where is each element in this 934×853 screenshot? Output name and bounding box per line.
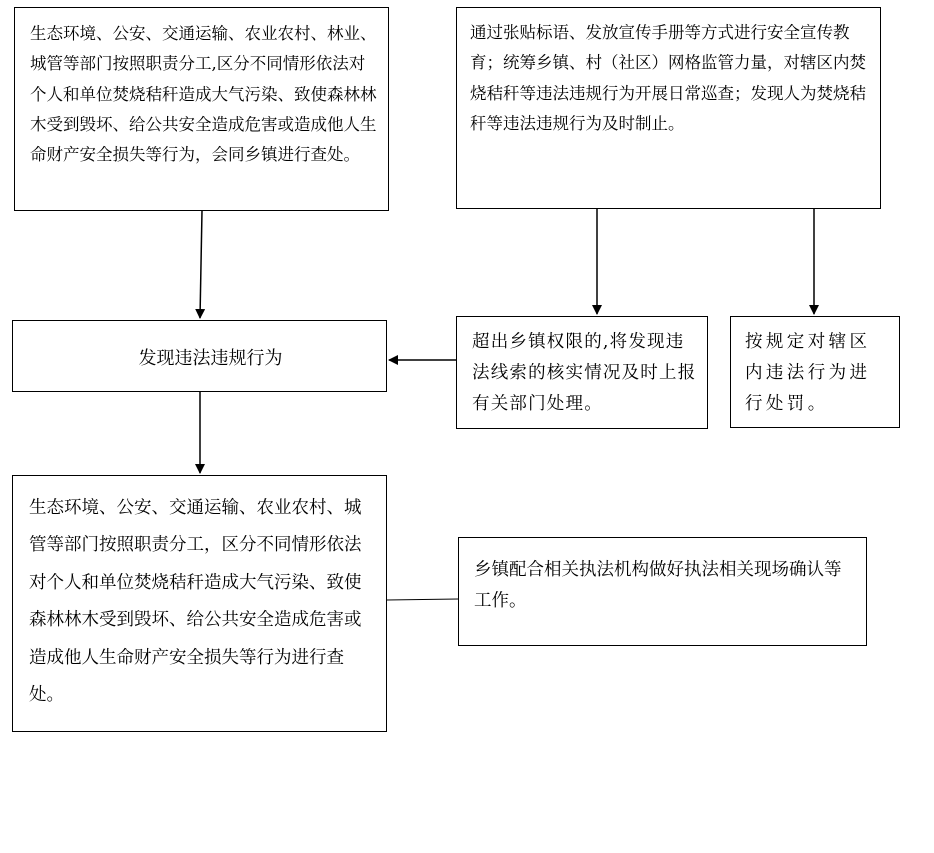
town-cooperation-box bbox=[458, 537, 867, 646]
publicity-patrol-text: 通过张贴标语、发放宣传手册等方式进行安全宣传教育；统筹乡镇、村（社区）网格监管力量，对辖区内焚烧秸秆等违法违规行为开展日常巡查；发现人为焚烧秸秆等违法违规行为及时制止。 bbox=[470, 23, 866, 133]
arrow-collab-to-discover bbox=[200, 211, 202, 318]
town-cooperation-text: 乡镇配合相关执法机构做好执法相关现场确认等工作。 bbox=[474, 560, 842, 611]
department-collaboration-box bbox=[14, 7, 389, 211]
beyond-authority-box bbox=[456, 316, 708, 429]
connector-investigation-to-cooperation bbox=[387, 599, 458, 600]
department-collaboration-text: 生态环境、公安、交通运输、农业农村、林业、城管等部门按照职责分工,区分不同情形依法对个人和单位焚烧秸秆造成大气污染、致使森林林木受到毁坏、给公共安全造成危害或造成他人生命财产安全损失等行为，会同乡镇进行查处。 bbox=[30, 24, 377, 165]
department-investigation-box bbox=[12, 475, 387, 732]
punish-in-jurisdiction-box bbox=[730, 316, 900, 428]
punish-in-jurisdiction-text: 按规定对辖区内违法行为进行处罚。 bbox=[745, 332, 871, 414]
discover-violation-box bbox=[12, 320, 387, 392]
discover-violation-text: 发现违法违规行为 bbox=[138, 348, 283, 369]
publicity-patrol-box bbox=[456, 7, 881, 209]
beyond-authority-text: 超出乡镇权限的,将发现违法线索的核实情况及时上报有关部门处理。 bbox=[472, 332, 697, 414]
department-investigation-text: 生态环境、公安、交通运输、农业农村、城管等部门按照职责分工，区分不同情形依法对个人和单位焚烧秸秆造成大气污染、致使森林林木受到毁坏、给公共安全造成危害或造成他人生命财产安全损失等行为进行查处。 bbox=[29, 498, 362, 706]
